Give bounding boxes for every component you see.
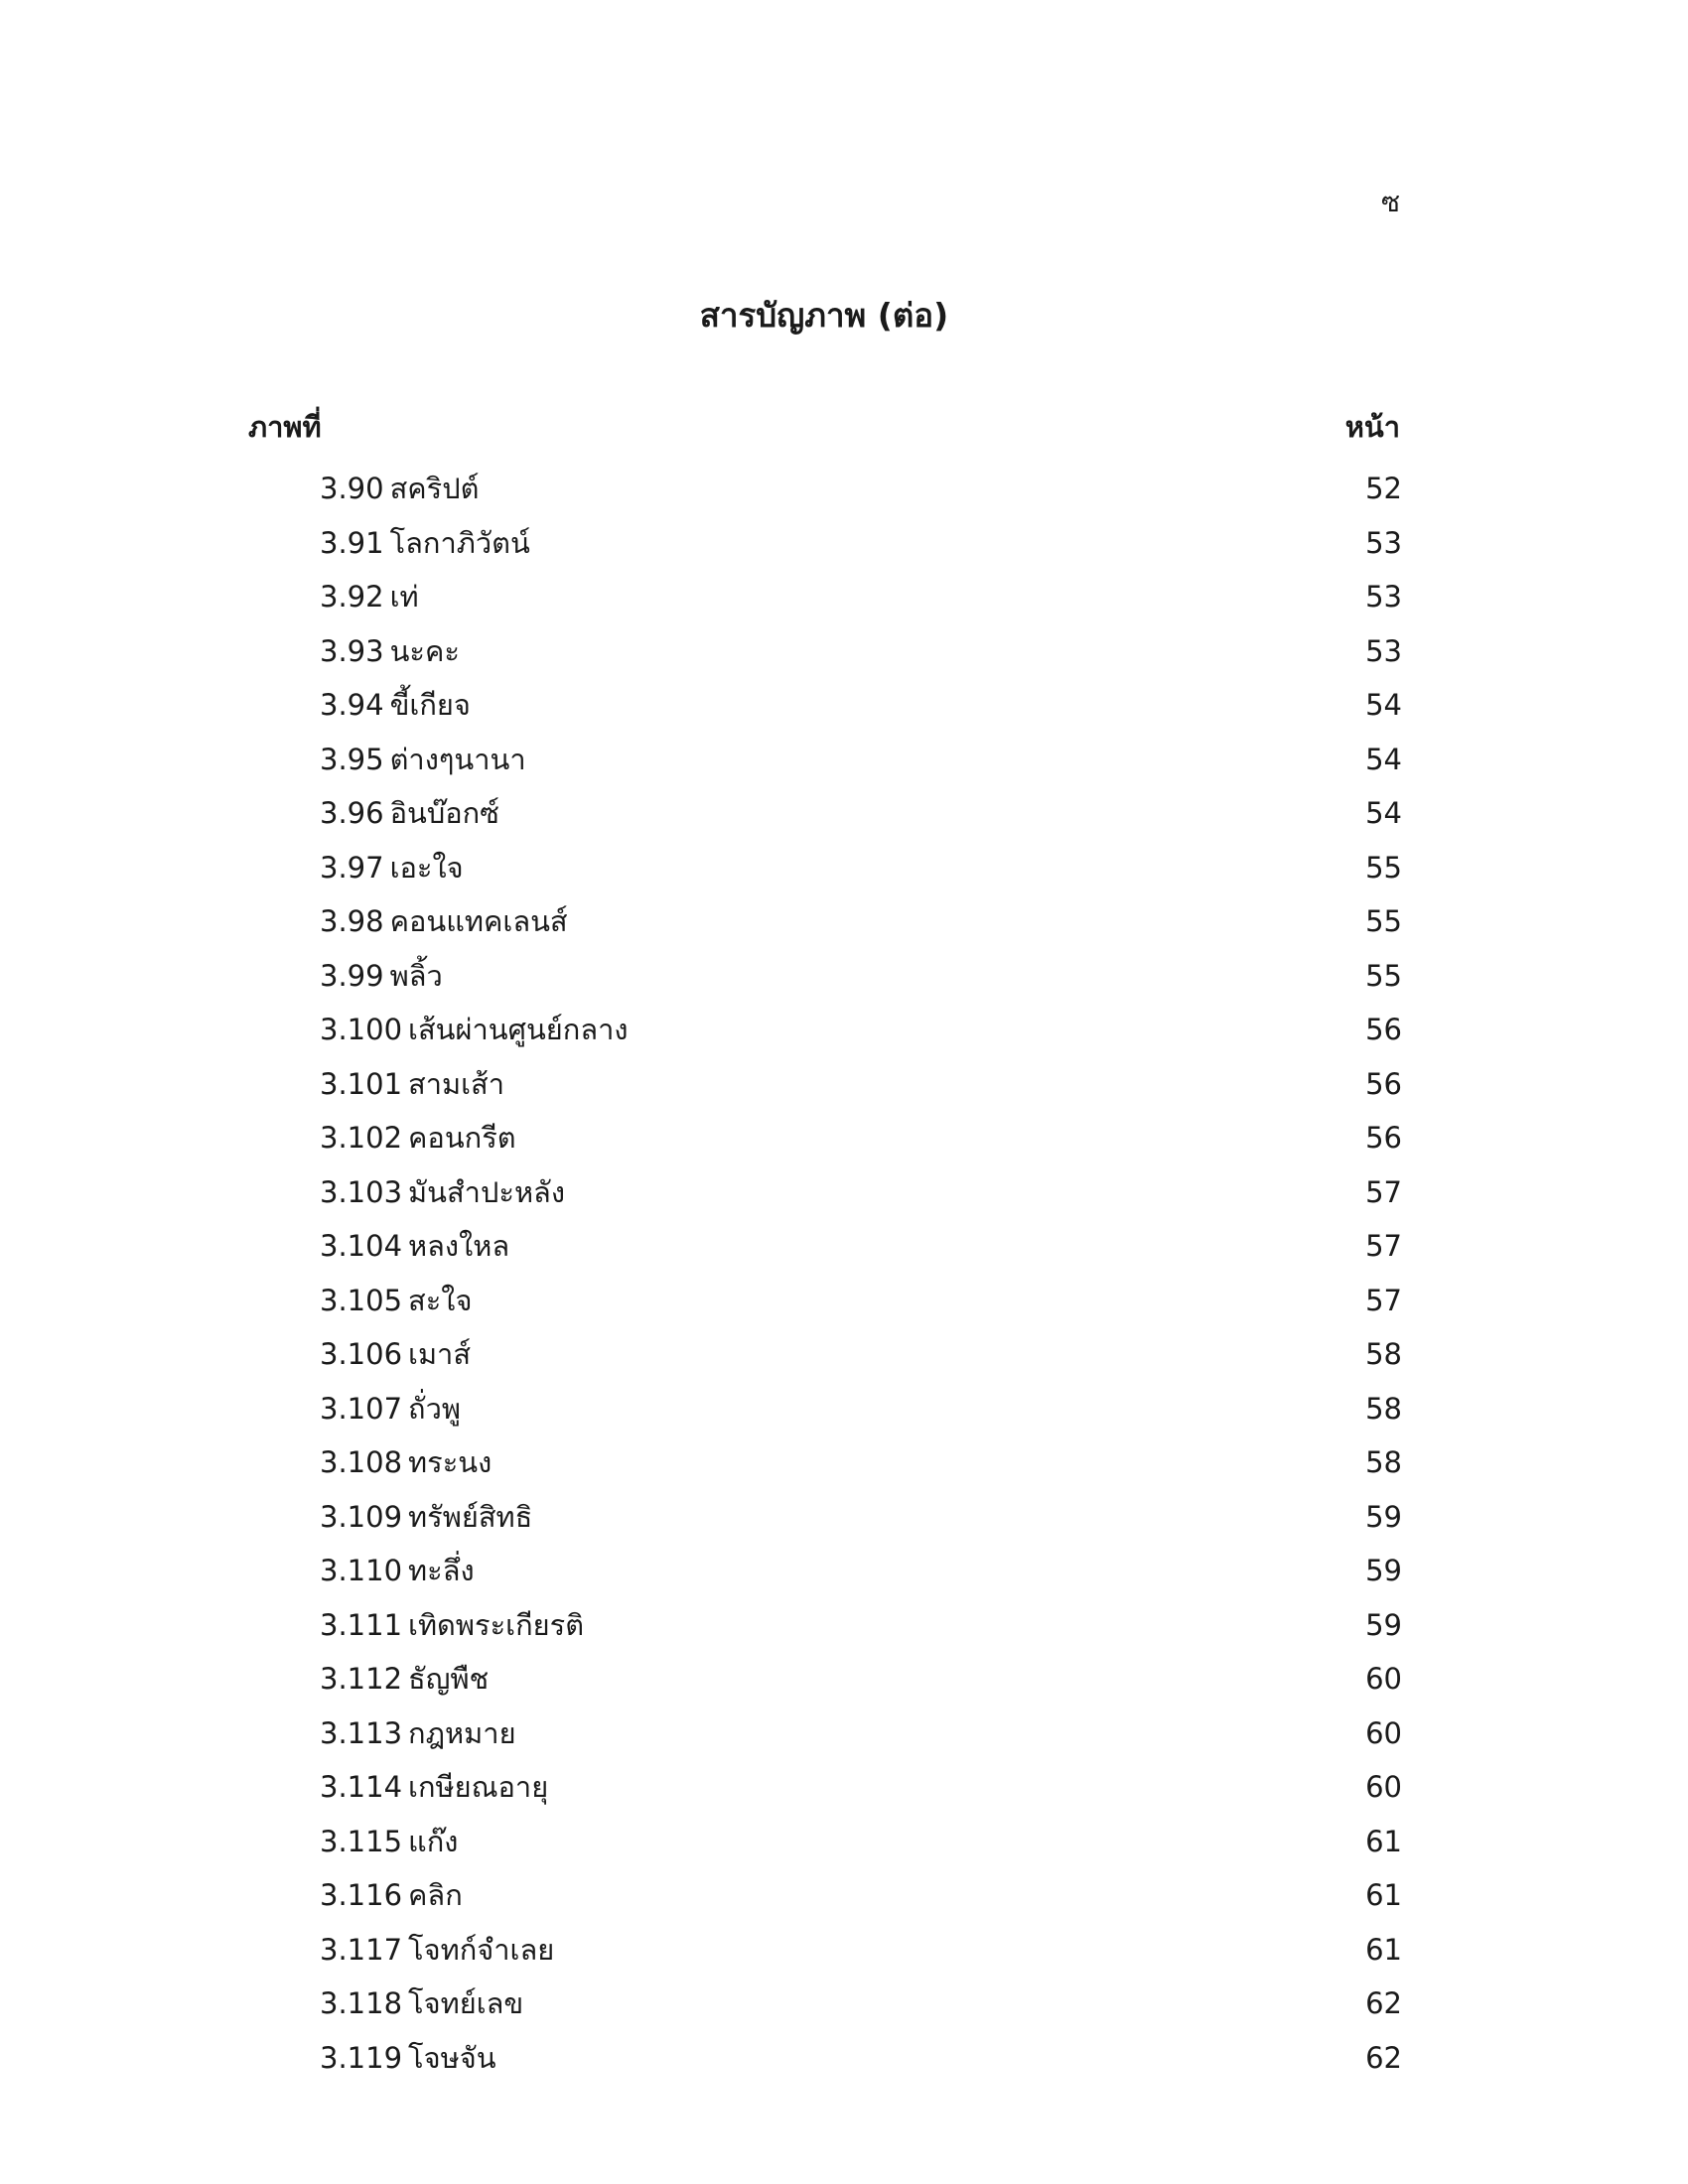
page-ref: 54 [1365,796,1402,831]
page-ref: 54 [1365,688,1402,723]
toc-entry-label [320,898,568,944]
toc-entry-label [320,466,480,511]
toc-entry-label [320,953,443,999]
page-ref: 62 [1365,1986,1402,2021]
figure-number: 3.94 [320,688,384,723]
figure-number: 3.91 [320,525,384,560]
toc-entry [320,1598,1402,1653]
toc-entry-label [320,1061,504,1107]
figure-number: 3.98 [320,904,384,939]
page-ref: 58 [1365,1445,1402,1480]
toc-entry [320,786,1402,841]
figure-column-header: ภาพที่ [248,410,322,444]
toc-entry-label [320,574,419,619]
toc-entry-label [320,682,471,728]
figure-number: 3.101 [320,1066,403,1101]
page-number: ซ [1380,186,1400,218]
toc-entry [320,1382,1402,1436]
toc-entry [320,1977,1402,2031]
page-ref: 55 [1365,850,1402,885]
page-ref: 57 [1365,1229,1402,1264]
toc-entry-label [320,628,460,674]
page-ref: 59 [1365,1607,1402,1642]
figure-number: 3.109 [320,1499,403,1534]
toc-entry-label [320,1007,629,1052]
page-column-header: หน้า [1344,410,1400,444]
document-title: สารบัญภาพ (ต่อ) [699,296,949,335]
page-ref: 57 [1365,1174,1402,1209]
toc-entry-label [320,1872,463,1918]
figure-number: 3.102 [320,1121,403,1156]
toc-entry [320,1435,1402,1490]
toc-entry-label [320,1439,492,1485]
figure-name: โจทก์จำเลย [408,1932,555,1967]
toc-entry [320,1165,1402,1220]
toc-entry-label [320,1115,516,1160]
page-ref: 52 [1365,472,1402,506]
page-ref: 56 [1365,1121,1402,1156]
figure-name: เทิดพระเกียรติ [408,1607,585,1642]
figure-name: เท่ [389,580,419,614]
page-ref: 56 [1365,1066,1402,1101]
page-ref: 58 [1365,1391,1402,1426]
toc-entry-label [320,1548,475,1593]
figure-name: ทระนง [408,1445,492,1480]
toc-entry [320,1111,1402,1165]
toc-entry [320,733,1402,787]
page-ref: 55 [1365,958,1402,993]
figure-name: คอนแทคเลนส์ [389,904,568,939]
toc-entry [320,570,1402,624]
toc-entry-label [320,790,499,836]
figure-number: 3.111 [320,1607,403,1642]
toc-entry-label [320,1927,554,1973]
figure-name: สามเส้า [408,1066,505,1101]
toc-entry [320,1219,1402,1274]
toc-entry [320,1815,1402,1869]
figure-name: เอะใจ [389,850,464,885]
toc-entry [320,1760,1402,1815]
page-ref: 59 [1365,1499,1402,1534]
figure-number: 3.90 [320,472,384,506]
figure-name: เส้นผ่านศูนย์กลาง [408,1013,629,1047]
toc-entry-label [320,520,530,566]
toc-entry [320,678,1402,733]
figure-number: 3.99 [320,958,384,993]
figure-number: 3.107 [320,1391,403,1426]
figure-name: กฎหมาย [408,1715,516,1750]
figure-name: โจทย์เลข [408,1986,524,2021]
toc-entry-label [320,2035,496,2081]
toc-entry [320,1327,1402,1382]
toc-entry-label [320,1980,523,2026]
figure-name: ทะลึ่ง [408,1554,475,1588]
figure-name: ขี้เกียจ [389,688,471,723]
figure-name: อินบ๊อกซ์ [389,796,499,831]
figure-number: 3.104 [320,1229,403,1264]
toc-entry [320,949,1402,1004]
figure-name: ทรัพย์สิทธิ [408,1499,533,1534]
toc-entry-label [320,1710,516,1756]
page-ref: 53 [1365,633,1402,668]
figure-name: สคริปต์ [389,472,480,506]
page-ref: 61 [1365,1824,1402,1858]
page-ref: 59 [1365,1554,1402,1588]
toc-entry [320,624,1402,679]
toc-entry-label [320,1494,532,1540]
figure-list [320,462,1402,2085]
toc-entry-label [320,1278,472,1323]
figure-number: 3.112 [320,1662,403,1697]
page-ref: 62 [1365,2040,1402,2075]
figure-name: หลงใหล [408,1229,510,1264]
figure-number: 3.93 [320,633,384,668]
figure-name: โจษจัน [408,2040,496,2075]
page-ref: 53 [1365,525,1402,560]
toc-entry-label [320,1223,509,1269]
page-ref: 61 [1365,1878,1402,1913]
toc-entry-label [320,737,526,782]
figure-name: เกษียณอายุ [408,1770,549,1805]
toc-entry-label [320,1656,489,1702]
figure-name: ต่างๆนานา [389,742,526,776]
toc-entry-label [320,1386,461,1432]
toc-entry [320,1868,1402,1923]
figure-number: 3.97 [320,850,384,885]
figure-number: 3.116 [320,1878,403,1913]
toc-entry-label [320,1169,565,1215]
page-ref: 57 [1365,1283,1402,1317]
figure-name: มันสำปะหลัง [408,1174,565,1209]
toc-entry [320,841,1402,895]
figure-name: สะใจ [408,1283,473,1317]
toc-entry [320,516,1402,571]
figure-number: 3.105 [320,1283,403,1317]
figure-name: คอนกรีต [408,1121,516,1156]
toc-entry [320,2031,1402,2086]
toc-entry [320,1652,1402,1706]
figure-number: 3.113 [320,1715,403,1750]
figure-number: 3.100 [320,1013,403,1047]
page-ref: 55 [1365,904,1402,939]
page-ref: 58 [1365,1337,1402,1372]
figure-number: 3.117 [320,1932,403,1967]
figure-name: เมาส์ [408,1337,472,1372]
figure-number: 3.92 [320,580,384,614]
toc-entry-label [320,845,464,890]
figure-number: 3.95 [320,742,384,776]
page-ref: 60 [1365,1662,1402,1697]
page-ref: 56 [1365,1013,1402,1047]
figure-name: โลกาภิวัตน์ [389,525,530,560]
toc-entry [320,1003,1402,1057]
figure-number: 3.110 [320,1554,403,1588]
toc-entry-label [320,1819,458,1864]
page-ref: 61 [1365,1932,1402,1967]
page-ref: 53 [1365,580,1402,614]
figure-number: 3.119 [320,2040,403,2075]
figure-name: ถั่วพู [408,1391,461,1426]
figure-name: นะคะ [389,633,460,668]
figure-number: 3.118 [320,1986,403,2021]
toc-entry-label [320,1764,548,1810]
toc-entry [320,1057,1402,1112]
toc-entry [320,462,1402,516]
figure-number: 3.103 [320,1174,403,1209]
toc-entry [320,1544,1402,1598]
figure-number: 3.108 [320,1445,403,1480]
figure-name: ธัญพืช [408,1662,490,1697]
figure-number: 3.96 [320,796,384,831]
toc-entry [320,894,1402,949]
page-ref: 60 [1365,1770,1402,1805]
page-ref: 54 [1365,742,1402,776]
page-ref: 60 [1365,1715,1402,1750]
figure-number: 3.114 [320,1770,403,1805]
figure-name: พลิ้ว [389,958,443,993]
figure-number: 3.115 [320,1824,403,1858]
toc-entry [320,1706,1402,1761]
figure-name: คลิก [408,1878,463,1913]
figure-name: แก๊ง [408,1824,459,1858]
toc-entry-label [320,1602,584,1648]
toc-entry [320,1274,1402,1328]
figure-number: 3.106 [320,1337,403,1372]
toc-entry-label [320,1331,471,1377]
toc-entry [320,1923,1402,1978]
toc-entry [320,1490,1402,1545]
